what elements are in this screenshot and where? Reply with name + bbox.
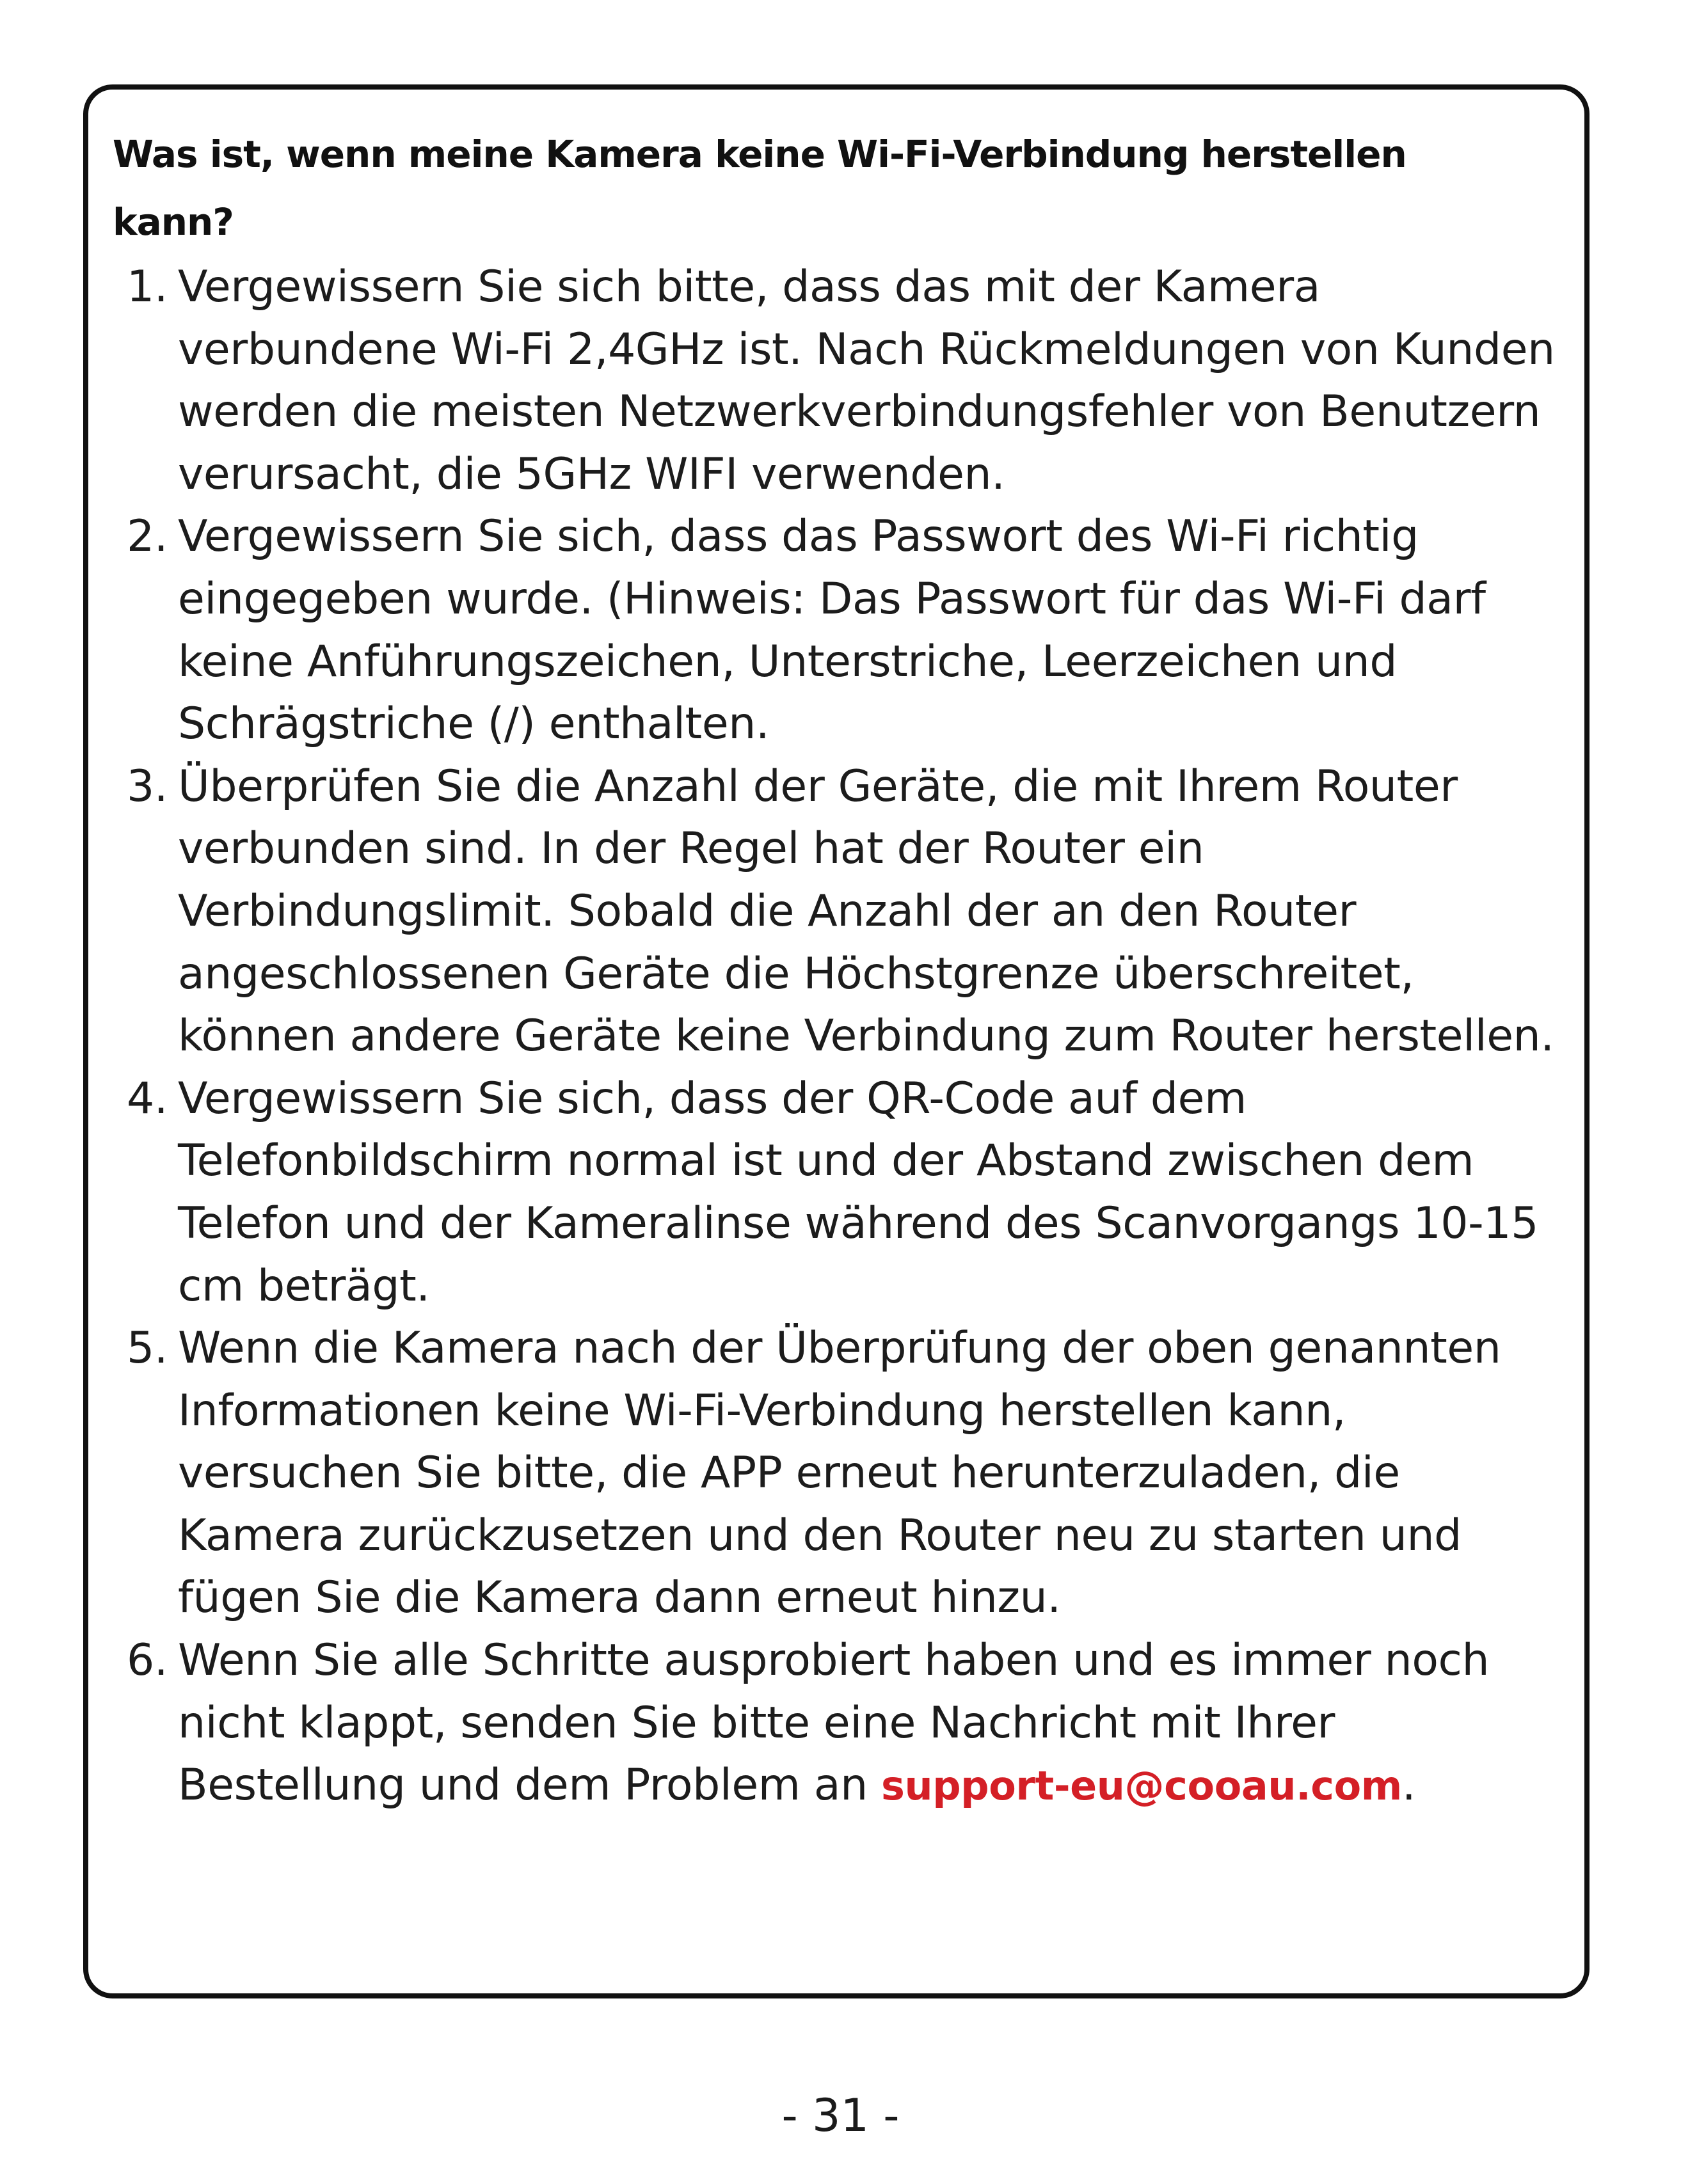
faq-question: Was ist, wenn meine Kamera keine Wi-Fi-Verbindung herstellen kann?: [113, 132, 1406, 244]
item-text: Vergewissern Sie sich bitte, dass das mit der Kamera verbundene Wi-Fi 2,4GHz ist. Nach Rückmeldungen von Kunden werden die meisten Netzwerkverbindungsfehler von Benutzern verursacht, die 5GHz WIFI verwenden.: [178, 262, 1555, 500]
item-text: Vergewissern Sie sich, dass das Passwort des Wi-Fi richtig eingegeben wurde. (Hinweis: Das Passwort für das Wi-Fi darf keine Anführungszeichen, Unterstriche, Leerzeichen und Schrägstriche (/) enthalten.: [178, 511, 1486, 750]
item-text: Überprüfen Sie die Anzahl der Geräte, die mit Ihrem Router verbunden sind. In der Regel hat der Router ein Verbindungslimit. Sobald die Anzahl der an den Router angeschlossenen Geräte die Höchstgrenze überschreitet, können andere Geräte keine Verbindung zum Router herstellen.: [178, 761, 1554, 1062]
faq-list: [113, 256, 1561, 1817]
item-number: 3.: [127, 761, 168, 812]
faq-item-5: [113, 1317, 1561, 1629]
support-email-link[interactable]: support-eu@cooau.com: [881, 1762, 1402, 1810]
faq-item-2: [113, 505, 1561, 755]
page-number: - 31 -: [781, 2089, 900, 2142]
faq-item-3: [113, 756, 1561, 1068]
item-number: 2.: [127, 511, 168, 562]
faq-item-1: [113, 256, 1561, 505]
item-suffix: .: [1401, 1760, 1416, 1811]
item-text: Wenn die Kamera nach der Überprüfung der oben genannten Informationen keine Wi-Fi-Verbindung herstellen kann, versuchen Sie bitte, die APP erneut herunterzuladen, die Kamera zurückzusetzen und den Router neu zu starten und fügen Sie die Kamera dann erneut hinzu.: [178, 1323, 1501, 1624]
item-number: 4.: [127, 1073, 168, 1124]
item-number: 5.: [127, 1323, 168, 1374]
faq-item-6: [113, 1629, 1561, 1817]
item-number: 1.: [127, 262, 168, 312]
faq-box: [83, 84, 1589, 1998]
faq-item-4: [113, 1068, 1561, 1317]
item-text: Wenn Sie alle Schritte ausprobiert haben und es immer noch nicht klappt, senden Sie bitte eine Nachricht mit Ihrer Bestellung und dem Problem an: [178, 1635, 1490, 1811]
item-text: Vergewissern Sie sich, dass der QR-Code auf dem Telefonbildschirm normal ist und der Abstand zwischen dem Telefon und der Kameralinse während des Scanvorgangs 10-15 cm beträgt.: [178, 1073, 1538, 1311]
item-number: 6.: [127, 1635, 168, 1686]
